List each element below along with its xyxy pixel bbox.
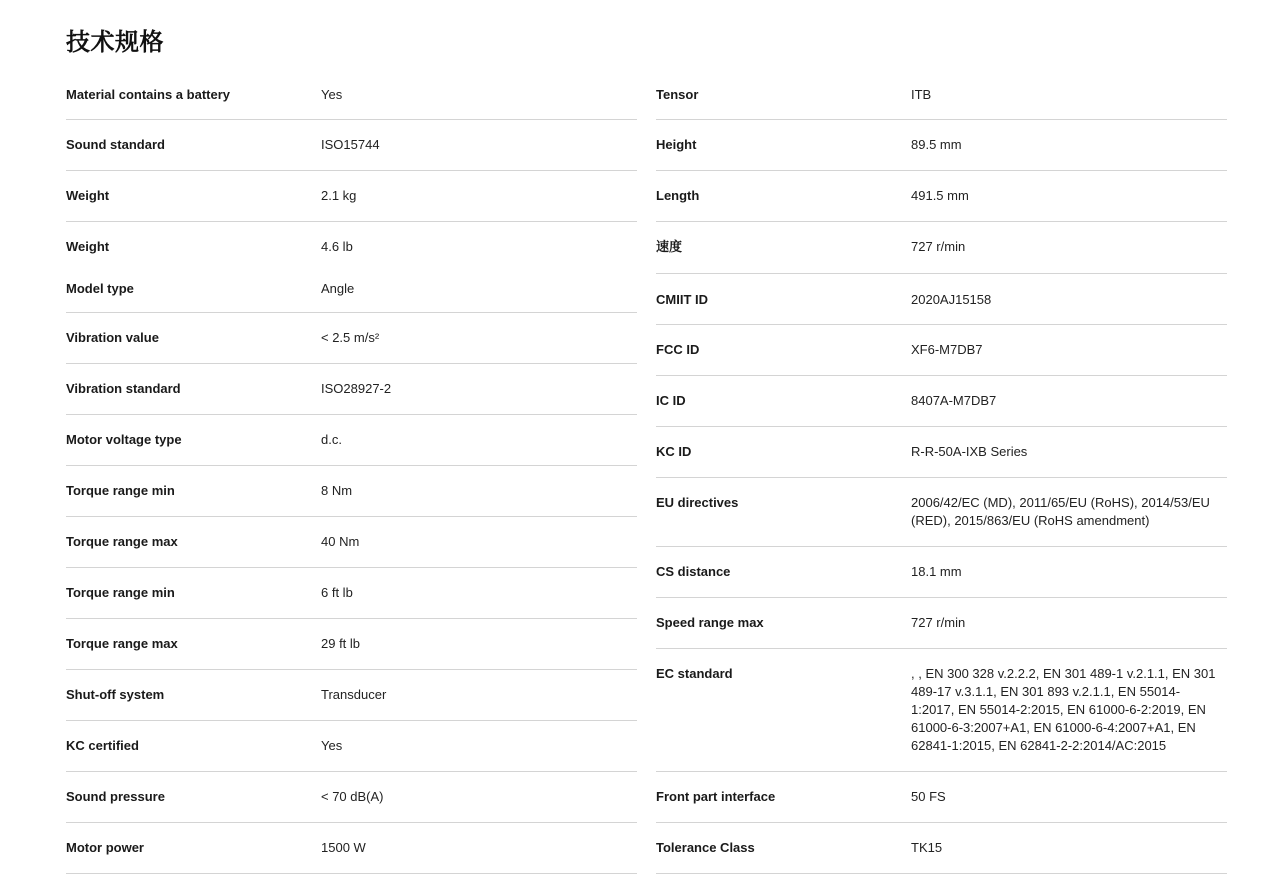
- spec-row-sound-standard: [66, 120, 637, 171]
- spec-value: 727 r/min: [911, 615, 966, 630]
- spec-row-shut-off-system: [66, 670, 637, 721]
- spec-label: IC ID: [656, 393, 686, 408]
- spec-row-eu-directives: [656, 478, 1227, 547]
- spec-label: Weight: [66, 188, 110, 203]
- spec-row-tensor: [656, 70, 1227, 120]
- spec-value: 2006/42/EC (MD), 2011/65/EU (RoHS), 2014/53/EU (RED), 2015/863/EU (RoHS amendment): [911, 495, 1210, 528]
- spec-value: < 2.5 m/s²: [321, 330, 380, 345]
- spec-row-cmiit-id: [656, 274, 1227, 325]
- spec-label: Shut-off system: [66, 687, 165, 702]
- spec-row-vibration-value: [66, 313, 637, 364]
- spec-row-model-type: [66, 273, 637, 313]
- spec-row-torque-range-min: [66, 568, 637, 619]
- spec-value: d.c.: [321, 432, 342, 447]
- spec-label: Torque range min: [66, 585, 175, 600]
- spec-row-motor-power: [66, 823, 637, 874]
- spec-row-item: [656, 222, 1227, 274]
- spec-value: TK15: [911, 840, 943, 855]
- spec-value: , , EN 300 328 v.2.2.2, EN 301 489-1 v.2.1.1, EN 301 489-17 v.3.1.1, EN 301 893 v.2.1.1, EN 55014-1:2017, EN 55014-2:2015, EN 61000-6-2:2019, EN 61000-6-3:2007+A1, EN 61000-6-4:2007+A1, EN 62841-1:2015, EN 62841-2-2:2014/AC:2015: [911, 666, 1216, 753]
- spec-label: Weight: [66, 239, 110, 254]
- spec-value: Yes: [321, 87, 343, 102]
- spec-label: Length: [656, 188, 700, 203]
- spec-value: 2.1 kg: [321, 188, 357, 203]
- spec-label: Motor power: [66, 840, 144, 855]
- spec-label: Torque range max: [66, 636, 178, 651]
- spec-value: Transducer: [321, 687, 387, 702]
- spec-value: ISO15744: [321, 137, 380, 152]
- spec-value: 1500 W: [321, 840, 366, 855]
- spec-label: KC certified: [66, 738, 139, 753]
- spec-row-ec-standard: [656, 649, 1227, 772]
- spec-row-torque-range-max: [66, 517, 637, 568]
- spec-label: CMIIT ID: [656, 292, 708, 307]
- spec-row-cs-distance: [656, 547, 1227, 598]
- spec-label: Height: [656, 137, 697, 152]
- spec-value: 89.5 mm: [911, 137, 962, 152]
- spec-value: < 70 dB(A): [321, 789, 384, 804]
- spec-value: XF6-M7DB7: [911, 342, 983, 357]
- spec-list-left: [66, 70, 637, 874]
- spec-value: 18.1 mm: [911, 564, 962, 579]
- spec-label: Tensor: [656, 87, 699, 102]
- spec-row-vibration-standard: [66, 364, 637, 415]
- spec-value: 29 ft lb: [321, 636, 361, 651]
- spec-label: Sound standard: [66, 137, 165, 152]
- spec-label: Vibration value: [66, 330, 159, 345]
- spec-row-motor-voltage-type: [66, 415, 637, 466]
- spec-label: EU directives: [656, 495, 739, 510]
- spec-row-front-part-interface: [656, 772, 1227, 823]
- spec-value: 727 r/min: [911, 239, 966, 254]
- spec-row-speed-range-max: [656, 598, 1227, 649]
- spec-label: Material contains a battery: [66, 87, 230, 102]
- spec-value: Angle: [321, 281, 355, 296]
- spec-row-length: [656, 171, 1227, 222]
- spec-value: 2020AJ15158: [911, 292, 992, 307]
- spec-label: Motor voltage type: [66, 432, 182, 447]
- spec-row-material-contains-a-battery: [66, 70, 637, 120]
- spec-label: Torque range min: [66, 483, 175, 498]
- spec-value: 4.6 lb: [321, 239, 353, 254]
- page-title: 技术规格: [66, 29, 164, 56]
- spec-value: ITB: [911, 87, 932, 102]
- spec-value: Yes: [321, 738, 343, 753]
- spec-label: KC ID: [656, 444, 692, 459]
- spec-label: Tolerance Class: [656, 840, 755, 855]
- spec-row-weight: [66, 222, 637, 273]
- spec-value: R-R-50A-IXB Series: [911, 444, 1028, 459]
- spec-label: 速度: [656, 239, 683, 254]
- spec-label: Speed range max: [656, 615, 764, 630]
- spec-row-torque-range-min: [66, 466, 637, 517]
- spec-value: 50 FS: [911, 789, 946, 804]
- spec-label: CS distance: [656, 564, 731, 579]
- spec-row-tolerance-class: [656, 823, 1227, 874]
- spec-label: Front part interface: [656, 789, 776, 804]
- spec-value: 40 Nm: [321, 534, 360, 549]
- spec-label: Model type: [66, 281, 134, 296]
- spec-row-height: [656, 120, 1227, 171]
- spec-row-torque-range-max: [66, 619, 637, 670]
- spec-row-kc-certified: [66, 721, 637, 772]
- spec-row-kc-id: [656, 427, 1227, 478]
- spec-row-ic-id: [656, 376, 1227, 427]
- spec-label: EC standard: [656, 666, 733, 681]
- spec-value: 8 Nm: [321, 483, 353, 498]
- spec-label: Torque range max: [66, 534, 178, 549]
- spec-label: Vibration standard: [66, 381, 181, 396]
- spec-row-weight: [66, 171, 637, 222]
- spec-row-fcc-id: [656, 325, 1227, 376]
- spec-value: 6 ft lb: [321, 585, 353, 600]
- spec-value: 491.5 mm: [911, 188, 969, 203]
- spec-label: FCC ID: [656, 342, 700, 357]
- spec-list-right: [656, 70, 1227, 874]
- spec-value: ISO28927-2: [321, 381, 392, 396]
- spec-value: 8407A-M7DB7: [911, 393, 997, 408]
- spec-label: Sound pressure: [66, 789, 165, 804]
- spec-row-sound-pressure: [66, 772, 637, 823]
